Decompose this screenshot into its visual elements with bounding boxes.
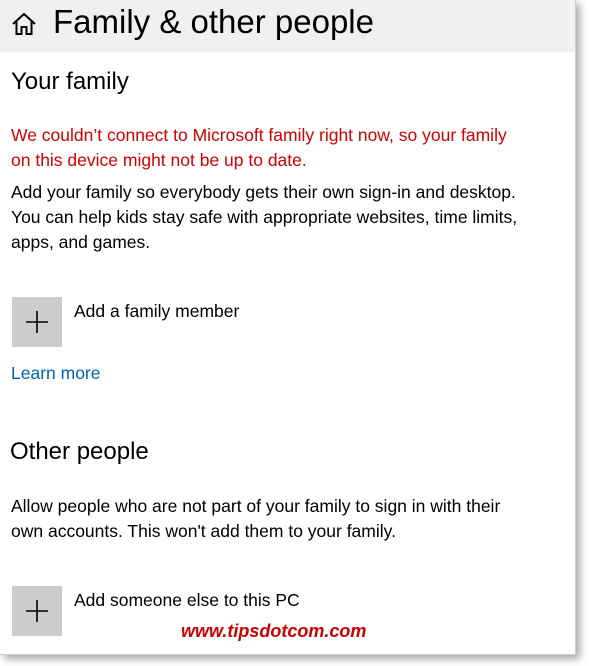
family-description-line-3: apps, and games. xyxy=(11,232,151,252)
page-title: Family & other people xyxy=(53,3,374,40)
other-description-line-2: own accounts. This won't add them to your family. xyxy=(11,521,396,541)
plus-icon xyxy=(25,310,49,334)
family-warning-line-1: We couldn’t connect to Microsoft family right now, so your family xyxy=(11,125,507,145)
family-description-line-1: Add your family so everybody gets their own sign-in and desktop. xyxy=(11,182,516,202)
add-family-member-button[interactable] xyxy=(12,297,62,347)
other-people-heading: Other people xyxy=(10,438,149,465)
plus-icon xyxy=(25,599,49,623)
add-family-member-label[interactable]: Add a family member xyxy=(74,301,240,321)
your-family-heading: Your family xyxy=(11,68,129,95)
page-header xyxy=(0,0,575,52)
add-someone-else-button[interactable] xyxy=(12,586,62,636)
family-description-line-2: You can help kids stay safe with appropriate websites, time limits, xyxy=(11,207,518,227)
add-someone-else-label[interactable]: Add someone else to this PC xyxy=(74,590,300,610)
other-description-line-1: Allow people who are not part of your family to sign in with their xyxy=(11,496,501,516)
family-warning-line-2: on this device might not be up to date. xyxy=(11,150,307,170)
home-icon[interactable] xyxy=(11,11,37,37)
learn-more-link[interactable]: Learn more xyxy=(11,363,101,383)
watermark-text: www.tipsdotcom.com xyxy=(181,621,367,641)
